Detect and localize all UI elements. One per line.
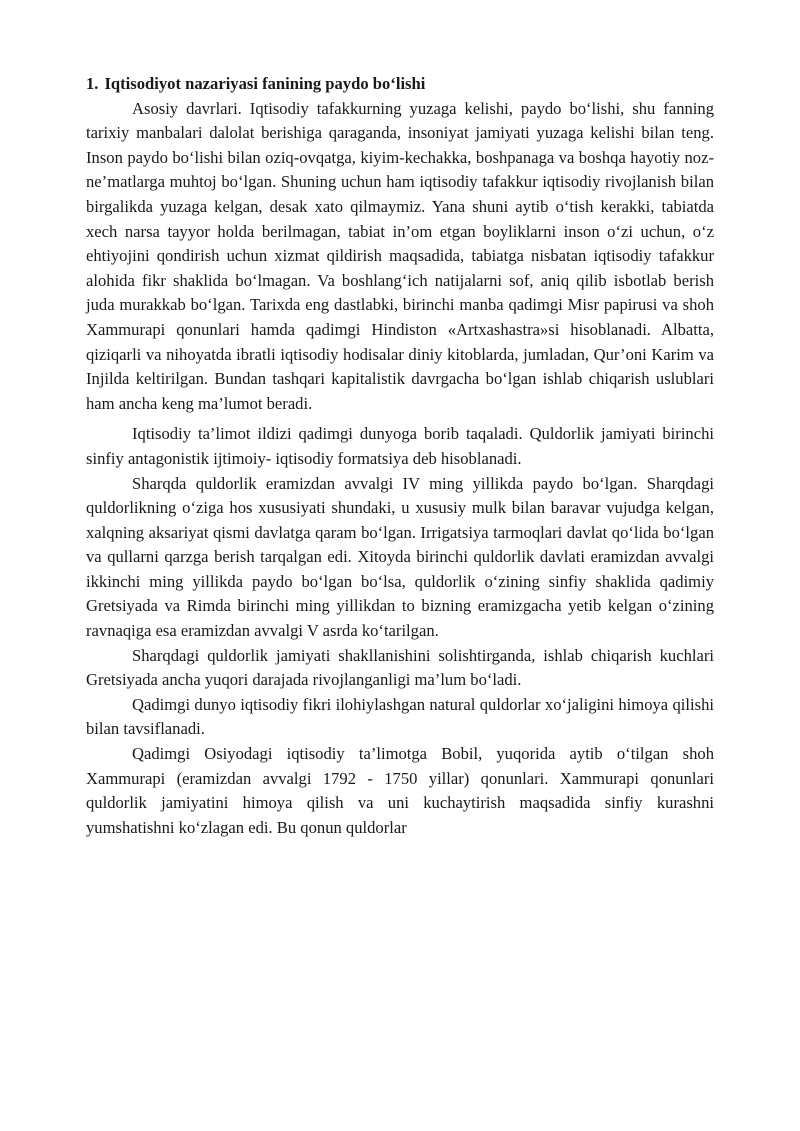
- section-title: Iqtisodiyot nazariyasi fanining paydo bo‘lishi: [104, 74, 426, 93]
- section-number: 1.: [86, 74, 99, 93]
- paragraph-6: Qadimgi Osiyodagi iqtisodiy ta’limotga Bobil, yuqorida aytib o‘tilgan shoh Xammurapi (eramizdan avvalgi 1792 - 1750 yillar) qonunlari. Xammurapi qonunlari quldorlik jamiyatini himoya qilish va uni kuchaytirish maqsadida sinfiy kurashni yumshatishni ko‘zlagan edi. Bu qonun quldorlar: [86, 744, 714, 837]
- paragraph-3: Sharqda quldorlik eramizdan avvalgi IV ming yillikda paydo bo‘lgan. Sharqdagi quldorlikning o‘ziga hos xususiyati shundaki, u xususiy mulk bilan baravar vujudga kelgan, xalqning aksariyat qismi davlatga qaram bo‘lgan. Irrigatsiya tarmoqlari davlat qo‘lida bo‘lgan va qullarni qarzga berish tarqalgan edi. Xitoyda birinchi quldorlik davlati eramizdan avvalgi ikkinchi ming yillikda paydo bo‘lgan bo‘lsa, quldorlik o‘zining sinfiy shaklida qadimiy Gretsiyada va Rimda birinchi ming yillikdan to bizning eramizgacha yetib kelgan o‘zining ravnaqiga esa eramizdan avvalgi V asrda ko‘tarilgan.: [86, 473, 714, 641]
- document-page: [86, 72, 714, 840]
- paragraph-2: Iqtisodiy ta’limot ildizi qadimgi dunyoga borib taqaladi. Quldorlik jamiyati birinchi sinfiy antagonistik ijtimoiy- iqtisodiy formatsiya deb hisoblanadi.: [86, 424, 714, 468]
- paragraph-4: Sharqdagi quldorlik jamiyati shakllanishini solishtirganda, ishlab chiqarish kuchlari Gretsiyada ancha yuqori darajada rivojlanganligi ma’lum bo‘ladi.: [86, 645, 714, 690]
- paragraph-5: Qadimgi dunyo iqtisodiy fikri ilohiylashgan natural quldorlar xo‘jaligini himoya qilishi bilan tavsiflanadi.: [86, 694, 714, 739]
- section-heading: [86, 72, 714, 97]
- paragraph-1: Asosiy davrlari. Iqtisodiy tafakkurning yuzaga kelishi, paydo bo‘lishi, shu fanning tarixiy manbalari dalolat berishiga qaraganda, insoniyat jamiyati yuzaga kelishi bilan teng. Inson paydo bo‘lishi bilan oziq-ovqatga, kiyim-kechakka, boshpanaga va boshqa hayotiy noz-ne’matlarga muhtoj bo‘lgan. Shuning uchun ham iqtisodiy tafakkur iqtisodiy rivojlanish bilan birgalikda yuzaga kelgan, desak xato qilmaymiz. Yana shuni aytib o‘tish kerakki, tabiatda xech narsa tayyor holda berilmagan, tabiat in’om etgan boyliklarni inson o‘zi uchun, o‘z ehtiyojini qondirish uchun xizmat qildirish maqsadida, tabiatga nisbatan iqtisodiy tafakkur alohida fikr shaklida bo‘lmagan. Va boshlang‘ich natijalarni sof, aniq qilib isbotlab berish juda murakkab bo‘lgan. Tarixda eng dastlabki, birinchi manba qadimgi Misr papirusi va shoh Xammurapi qonunlari hamda qadimgi Hindiston «Artxashastra»si hisoblanadi. Albatta, qiziqarli va nihoyatda ibratli iqtisodiy hodisalar diniy kitoblarda, jumladan, Qur’oni Karim va Injilda keltirilgan. Bundan tashqari kapitalistik davrgacha bo‘lgan ishlab chiqarish uslublari ham ancha keng ma’lumot beradi.: [86, 98, 714, 413]
